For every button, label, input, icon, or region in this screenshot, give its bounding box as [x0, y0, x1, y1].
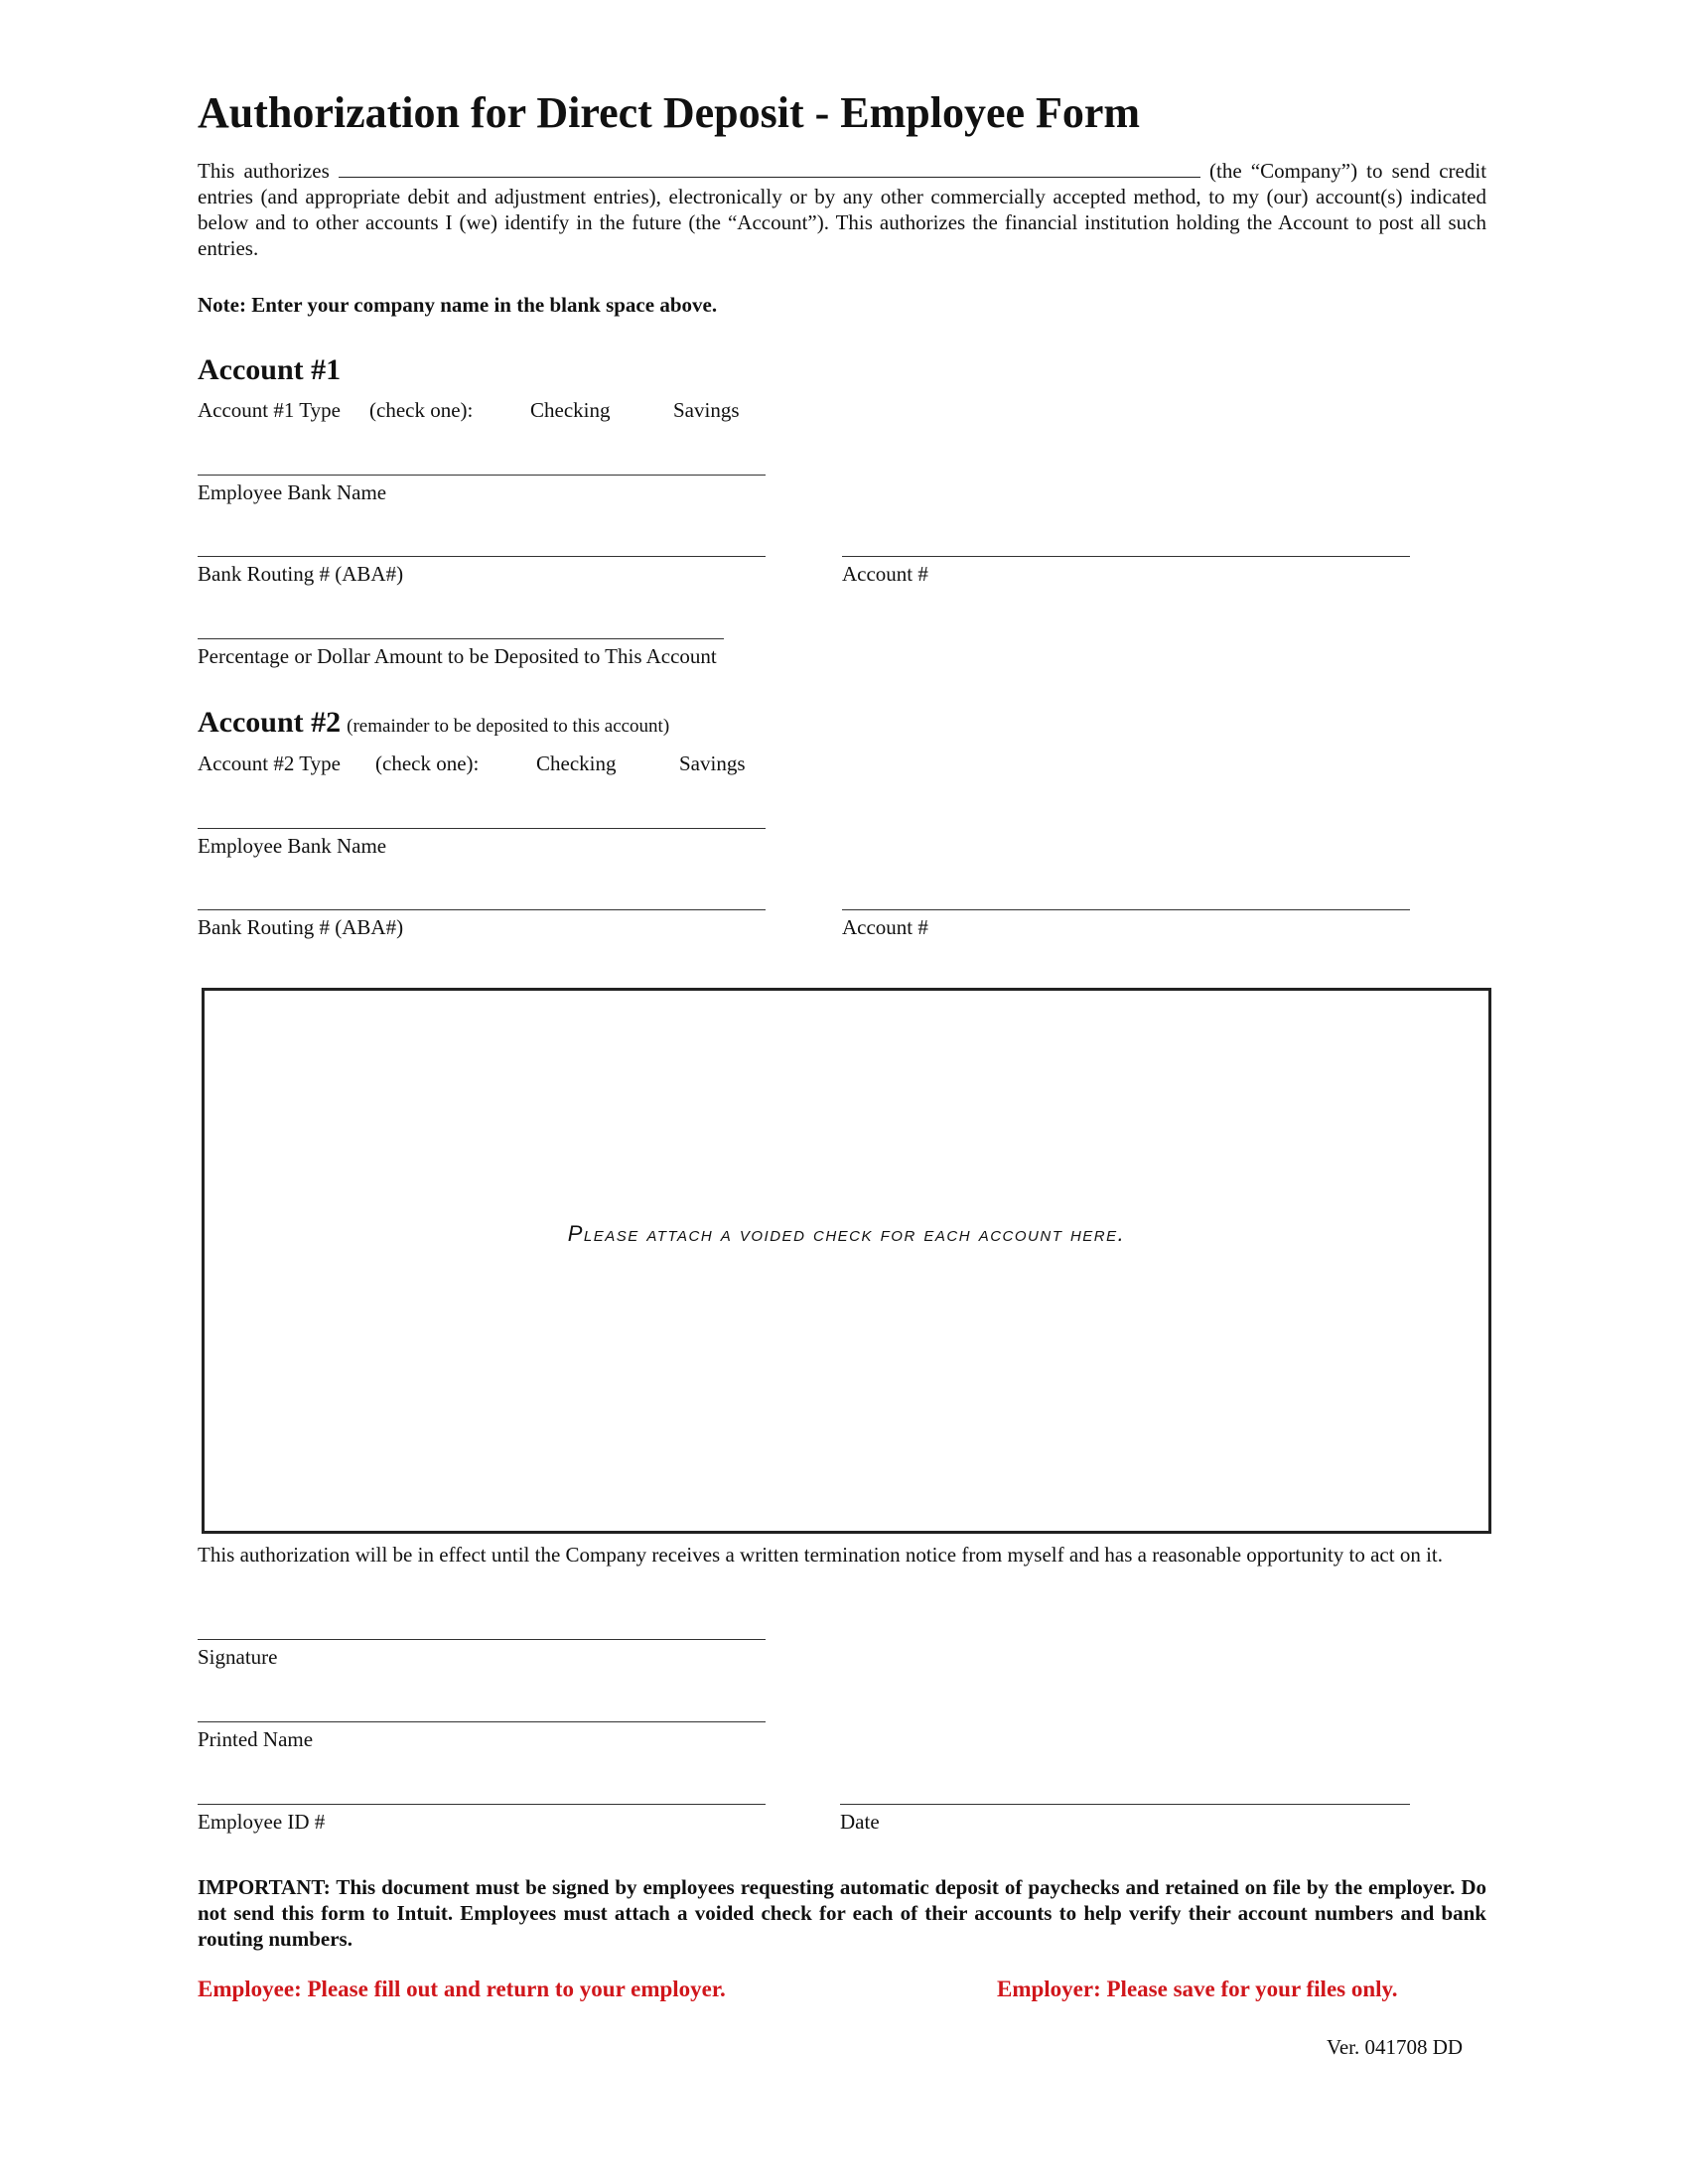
account2-savings-option[interactable]: Savings: [679, 751, 746, 775]
date-field[interactable]: [840, 1804, 1410, 1805]
account1-bank-name-label: Employee Bank Name: [198, 480, 387, 504]
effect-paragraph: This authorization will be in effect until the Company receives a written termination notice from myself and has a reasonable opportunity to act on it.: [198, 1543, 1444, 1567]
company-note: Note: Enter your company name in the blank space above.: [198, 293, 718, 317]
account2-account-number-label: Account #: [842, 915, 928, 939]
account1-account-number-field[interactable]: [842, 556, 1410, 557]
account1-routing-label: Bank Routing # (ABA#): [198, 562, 404, 586]
company-name-field[interactable]: [339, 159, 1200, 178]
account2-heading: [198, 706, 669, 740]
account2-routing-field[interactable]: [198, 909, 766, 910]
account1-type-label: Account #1 Type: [198, 398, 341, 422]
employee-id-field[interactable]: [198, 1804, 766, 1805]
account2-checking-option[interactable]: Checking: [536, 751, 617, 775]
account2-heading-text: Account #2: [198, 706, 342, 739]
authorization-prefix: This authorizes: [198, 159, 330, 183]
voided-check-attachment-box: [202, 988, 1491, 1534]
account2-subheading: (remainder to be deposited to this account): [347, 716, 670, 737]
account1-amount-label: Percentage or Dollar Amount to be Deposited to This Account: [198, 644, 717, 668]
account1-savings-option[interactable]: Savings: [673, 398, 740, 422]
account1-amount-field[interactable]: [198, 638, 724, 639]
important-notice: IMPORTANT: This document must be signed by employees requesting automatic deposit of paychecks and retained on file by the employer. Do not send this form to Intuit. Employees must attach a voided check for each of their accounts to help verify their account numbers and bank routing numbers.: [198, 1875, 1486, 1951]
account2-bank-name-field[interactable]: [198, 828, 766, 829]
authorization-paragraph: [198, 158, 1486, 261]
account1-routing-field[interactable]: [198, 556, 766, 557]
account2-routing-label: Bank Routing # (ABA#): [198, 915, 404, 939]
account1-account-number-label: Account #: [842, 562, 928, 586]
employer-instruction: Employer: Please save for your files only.: [997, 1977, 1398, 2001]
signature-label: Signature: [198, 1645, 278, 1669]
account2-account-number-field[interactable]: [842, 909, 1410, 910]
account1-heading: Account #1: [198, 353, 342, 386]
date-label: Date: [840, 1810, 880, 1834]
employee-id-label: Employee ID #: [198, 1810, 326, 1834]
attach-instructions: Please attach a voided check for each account here.: [567, 1221, 1126, 1246]
printed-name-label: Printed Name: [198, 1727, 314, 1751]
account2-check-one: (check one):: [375, 751, 480, 775]
account1-checking-option[interactable]: Checking: [530, 398, 611, 422]
account1-check-one: (check one):: [369, 398, 474, 422]
page-title: Authorization for Direct Deposit - Employee Form: [198, 88, 1141, 137]
printed-name-field[interactable]: [198, 1721, 766, 1722]
signature-field[interactable]: [198, 1639, 766, 1640]
account1-bank-name-field[interactable]: [198, 475, 766, 476]
employee-instruction: Employee: Please fill out and return to your employer.: [198, 1977, 726, 2001]
authorization-suffix: (the “Company”) to send credit entries (and appropriate debit and adjustment entries), electronically or by any other commercially accepted method, to my (our) account(s) indicated below and to other accounts I (we) identify in the future (the “Account”). This authorizes the financial institution holding the Account to post all such entries.: [198, 159, 1487, 260]
version-label: Ver. 041708 DD: [1327, 2035, 1464, 2059]
account2-bank-name-label: Employee Bank Name: [198, 834, 387, 858]
account2-type-label: Account #2 Type: [198, 751, 341, 775]
